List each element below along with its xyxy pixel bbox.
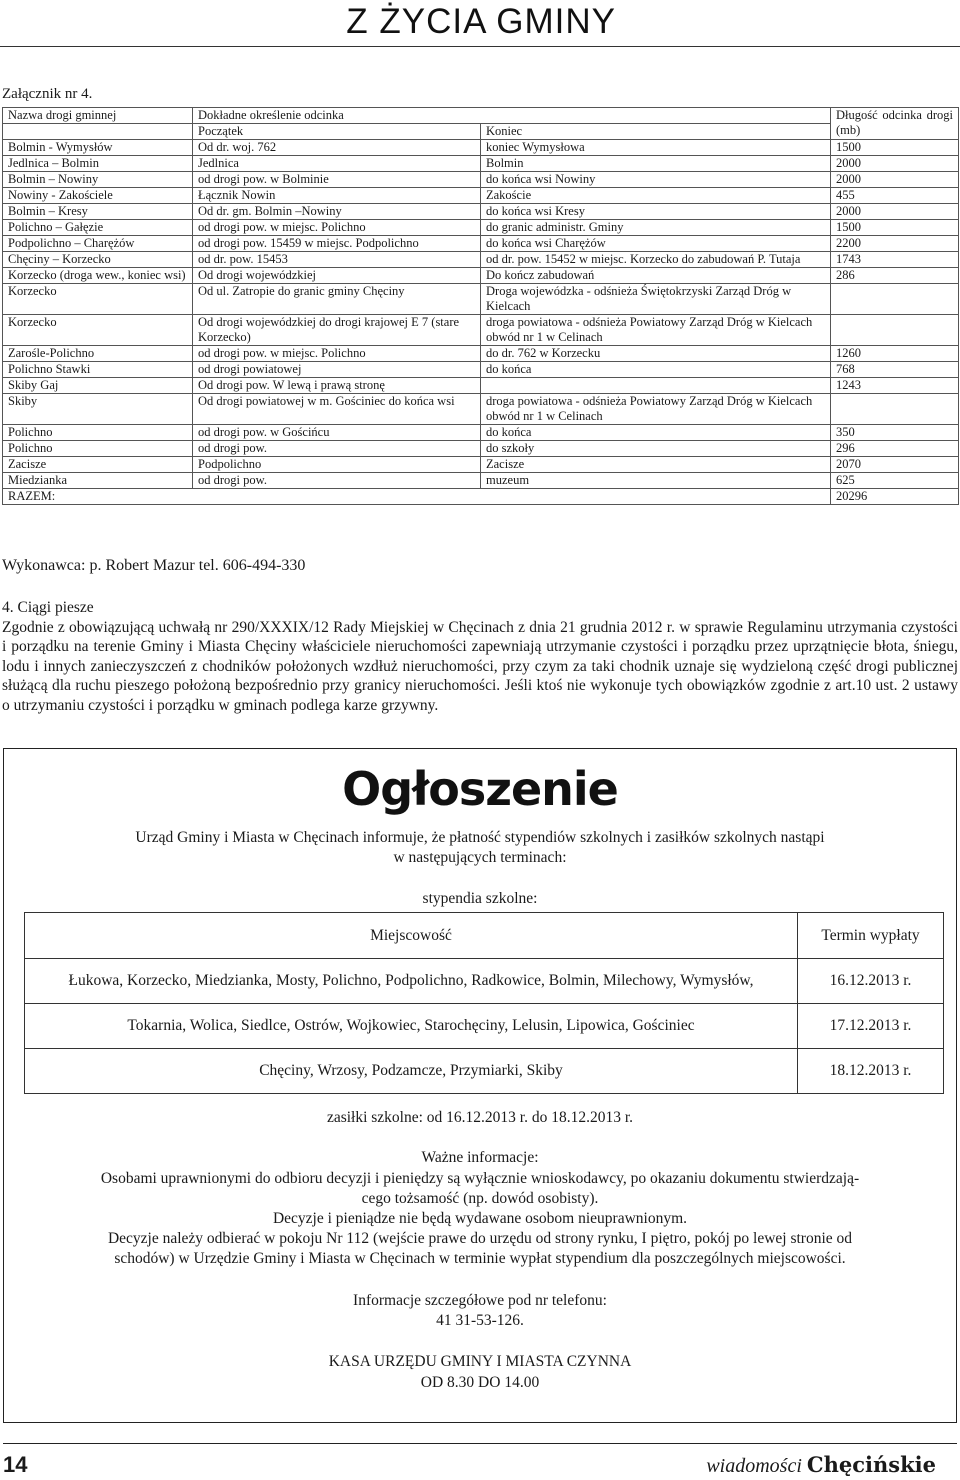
segment-end	[481, 378, 831, 394]
notice-title: Ogłoszenie	[342, 762, 618, 816]
header-length: Długość odcinka drogi (mb)	[831, 108, 959, 140]
segment-start: Podpolichno	[193, 457, 481, 473]
table-row	[3, 156, 959, 172]
road-name: Polichno	[3, 441, 193, 457]
notice-intro-2: w następujących terminach:	[393, 849, 567, 866]
segment-end: droga powiatowa - odśnieża Powiatowy Zarząd Dróg w Kielcach obwód nr 1 w Celinach	[481, 394, 831, 425]
brand-city: Chęcińskie	[806, 1452, 936, 1477]
section-pedestrian	[2, 598, 958, 715]
segment-length: 1243	[831, 378, 959, 394]
brand-prefix: wiadomości	[706, 1455, 802, 1477]
segment-length: 350	[831, 425, 959, 441]
header-start: Początek	[193, 124, 481, 140]
segment-length	[831, 315, 959, 346]
schedule-date: 16.12.2013 r.	[798, 959, 944, 1004]
segment-length: 296	[831, 441, 959, 457]
segment-end: do końca wsi Charężów	[481, 236, 831, 252]
cashier-line-2: OD 8.30 DO 14.00	[420, 1374, 540, 1391]
road-name: Bolmin – Kresy	[3, 204, 193, 220]
attachment-label: Załącznik nr 4.	[2, 86, 93, 102]
segment-start: od drogi pow. 15459 w miejsc. Podpolichno	[193, 236, 481, 252]
phone-number: 41 31-53-126.	[436, 1312, 524, 1329]
schedule-row	[25, 1049, 944, 1094]
road-name: Bolmin – Nowiny	[3, 172, 193, 188]
road-name: Bolmin - Wymysłów	[3, 140, 193, 156]
table-row	[3, 172, 959, 188]
road-name: Korzecko	[3, 315, 193, 346]
schedule-place: Łukowa, Korzecko, Miedzianka, Mosty, Polichno, Podpolichno, Radkowice, Bolmin, Milechowy, Wymysłów,	[25, 959, 798, 1004]
road-name: Miedzianka	[3, 473, 193, 489]
schedule-place: Tokarnia, Wolica, Siedlce, Ostrów, Wojkowiec, Starochęciny, Lelusin, Lipowica, Gościniec	[25, 1004, 798, 1049]
segment-start: od dr. pow. 15453	[193, 252, 481, 268]
segment-length: 2070	[831, 457, 959, 473]
segment-start: Jedlnica	[193, 156, 481, 172]
table-row	[3, 441, 959, 457]
table-row	[3, 394, 959, 425]
segment-start: od drogi pow. w miejsc. Polichno	[193, 220, 481, 236]
segment-end: do granic administr. Gminy	[481, 220, 831, 236]
schedule-row	[25, 1004, 944, 1049]
segment-end: do końca	[481, 362, 831, 378]
table-row	[3, 268, 959, 284]
segment-end: Do kończ zabudowań	[481, 268, 831, 284]
section-body: Zgodnie z obowiązującą uchwałą nr 290/XXXIX/12 Rady Miejskiej w Chęcinach z dnia 21 grudnia 2012 r. w sprawie Regulaminu utrzymania czystości i porządku na terenie Gminy i Miasta Chęciny właściciele nieruchomości zapewniają utrzymanie czystości i porządku przez uprzątnięcie błota, śniegu, lodu i innych zanieczyszczeń z chodników położonych wzdłuż nieruchomości, przy czym za taki chodnik uznaje się wydzieloną część drogi publicznej służącą dla ruchu pieszego położoną bezpośrednio przy granicy nieruchomości. Jeśli ktoś nie wykonuje tych obowiązków zgodnie z art.10 ust. 2 ustawy o utrzymaniu czystości i porządku w gminach podlega karze grzywny.	[2, 618, 958, 714]
table-row	[3, 425, 959, 441]
road-name: Polichno Stawki	[3, 362, 193, 378]
segment-end: Zacisze	[481, 457, 831, 473]
total-label: RAZEM:	[3, 489, 831, 505]
segment-length: 768	[831, 362, 959, 378]
table-row	[3, 378, 959, 394]
table-row	[3, 236, 959, 252]
road-name: Jedlnica – Bolmin	[3, 156, 193, 172]
segment-end: do końca wsi Nowiny	[481, 172, 831, 188]
segment-end: Zakoście	[481, 188, 831, 204]
important-line-5: schodów) w Urzędzie Gminy i Miasta w Chęcinach w terminie wypłat stypendium dla poszczególnych miejscowości.	[114, 1250, 846, 1267]
table-row	[3, 204, 959, 220]
segment-start: Od drogi wojewódzkiej	[193, 268, 481, 284]
header	[0, 0, 960, 44]
table-subheader-row	[3, 124, 959, 140]
schedule-date: 17.12.2013 r.	[798, 1004, 944, 1049]
table-row	[3, 252, 959, 268]
allowances-line: zasiłki szkolne: od 16.12.2013 r. do 18.12.2013 r.	[326, 1109, 634, 1126]
segment-end: do końca wsi Kresy	[481, 204, 831, 220]
segment-length: 2000	[831, 156, 959, 172]
segment-end: muzeum	[481, 473, 831, 489]
segment-start: Łącznik Nowin	[193, 188, 481, 204]
table-row	[3, 346, 959, 362]
segment-start: Od drogi wojewódzkiej do drogi krajowej E 7 (stare Korzecko)	[193, 315, 481, 346]
segment-length: 1500	[831, 220, 959, 236]
segment-start: od drogi pow.	[193, 473, 481, 489]
segment-end: droga powiatowa - odśnieża Powiatowy Zarząd Dróg w Kielcach obwód nr 1 w Celinach	[481, 315, 831, 346]
important-line-3: Decyzje i pieniądze nie będą wydawane osobom nieuprawnionym.	[272, 1210, 688, 1227]
total-value: 20296	[831, 489, 959, 505]
segment-length: 286	[831, 268, 959, 284]
segment-end: do dr. 762 w Korzecku	[481, 346, 831, 362]
segment-length	[831, 394, 959, 425]
footer-brand	[706, 1452, 936, 1478]
footer-divider	[3, 1443, 957, 1444]
table-row	[3, 473, 959, 489]
segment-end: Droga wojewódzka - odśnieża Świętokrzyski Zarząd Dróg w Kielcach	[481, 284, 831, 315]
segment-length: 1260	[831, 346, 959, 362]
road-name: Podpolichno – Charężów	[3, 236, 193, 252]
important-line-4: Decyzje należy odbierać w pokoju Nr 112 (wejście prawe do urzędu od strony rynku, I piętro, pokój po lewej stronie od	[107, 1230, 853, 1247]
table-row	[3, 188, 959, 204]
header-divider	[0, 46, 960, 47]
segment-start: Od dr. gm. Bolmin –Nowiny	[193, 204, 481, 220]
header-empty	[3, 124, 193, 140]
table-row	[3, 140, 959, 156]
table-row	[3, 315, 959, 346]
segment-start: od drogi pow.	[193, 441, 481, 457]
road-name: Chęciny – Korzecko	[3, 252, 193, 268]
page-number: 14	[3, 1452, 28, 1477]
schedule-place: Chęciny, Wrzosy, Podzamcze, Przymiarki, Skiby	[25, 1049, 798, 1094]
segment-length: 2000	[831, 204, 959, 220]
important-line-2: cego tożsamość (np. dowód osobisty).	[361, 1190, 599, 1207]
phone-label: Informacje szczegółowe pod nr telefonu:	[353, 1292, 607, 1309]
segment-start: Od drogi pow. W lewą i prawą stronę	[193, 378, 481, 394]
header-segment-label: Dokładne określenie odcinka	[198, 108, 344, 122]
schedule-header-date: Termin wypłaty	[798, 913, 944, 959]
segment-length: 1743	[831, 252, 959, 268]
segment-start: od drogi pow. w Bolminie	[193, 172, 481, 188]
schedule-header-row	[25, 913, 944, 959]
segment-start: Od ul. Zatropie do granic gminy Chęciny	[193, 284, 481, 315]
segment-end: Bolmin	[481, 156, 831, 172]
segment-start: Od drogi powiatowej w m. Gościniec do końca wsi	[193, 394, 481, 425]
header-name: Nazwa drogi gminnej	[3, 108, 193, 124]
segment-end: od dr. pow. 15452 w miejsc. Korzecko do zabudowań P. Tutaja	[481, 252, 831, 268]
road-name: Zarośle-Polichno	[3, 346, 193, 362]
section-title: Z ŻYCIA GMINY	[346, 2, 616, 41]
road-name: Zacisze	[3, 457, 193, 473]
road-name: Nowiny - Zakościele	[3, 188, 193, 204]
important-heading: Ważne informacje:	[421, 1149, 539, 1166]
segment-end: do końca	[481, 425, 831, 441]
section-heading: 4. Ciągi piesze	[2, 599, 94, 616]
segment-end: do szkoły	[481, 441, 831, 457]
segment-length: 1500	[831, 140, 959, 156]
schedule-row	[25, 959, 944, 1004]
schedule-date: 18.12.2013 r.	[798, 1049, 944, 1094]
road-name: Polichno – Gałęzie	[3, 220, 193, 236]
contractor-line: Wykonawca: p. Robert Mazur tel. 606-494-330	[2, 557, 306, 574]
segment-start: od drogi pow. w miejsc. Polichno	[193, 346, 481, 362]
segment-start: od drogi powiatowej	[193, 362, 481, 378]
road-name: Korzecko	[3, 284, 193, 315]
segment-length: 2000	[831, 172, 959, 188]
segment-length: 2200	[831, 236, 959, 252]
table-row	[3, 220, 959, 236]
schedule-table	[24, 912, 944, 1094]
segment-length	[831, 284, 959, 315]
road-name: Skiby Gaj	[3, 378, 193, 394]
scholarships-label: stypendia szkolne:	[422, 890, 538, 907]
table-row	[3, 284, 959, 315]
road-name: Skiby	[3, 394, 193, 425]
table-total-row	[3, 489, 959, 505]
cashier-line-1: KASA URZĘDU GMINY I MIASTA CZYNNA	[328, 1353, 632, 1370]
roads-table	[2, 107, 959, 505]
header-segment	[193, 108, 831, 124]
table-header-row	[3, 108, 959, 124]
road-name: Polichno	[3, 425, 193, 441]
schedule-header-place: Miejscowość	[25, 913, 798, 959]
segment-end: koniec Wymysłowa	[481, 140, 831, 156]
segment-length: 625	[831, 473, 959, 489]
table-row	[3, 457, 959, 473]
road-name: Korzecko (droga wew., koniec wsi)	[3, 268, 193, 284]
notice-intro-1: Urząd Gminy i Miasta w Chęcinach informuje, że płatność stypendiów szkolnych i zasiłków szkolnych nastąpi	[135, 829, 825, 846]
table-row	[3, 362, 959, 378]
segment-start: Od dr. woj. 762	[193, 140, 481, 156]
important-line-1: Osobami uprawnionymi do odbioru decyzji i pieniędzy są wyłącznie wnioskodawcy, po okazaniu dokumentu stwierdzają-	[100, 1170, 860, 1187]
segment-length: 455	[831, 188, 959, 204]
header-end: Koniec	[481, 124, 831, 140]
segment-start: od drogi pow. w Gościńcu	[193, 425, 481, 441]
